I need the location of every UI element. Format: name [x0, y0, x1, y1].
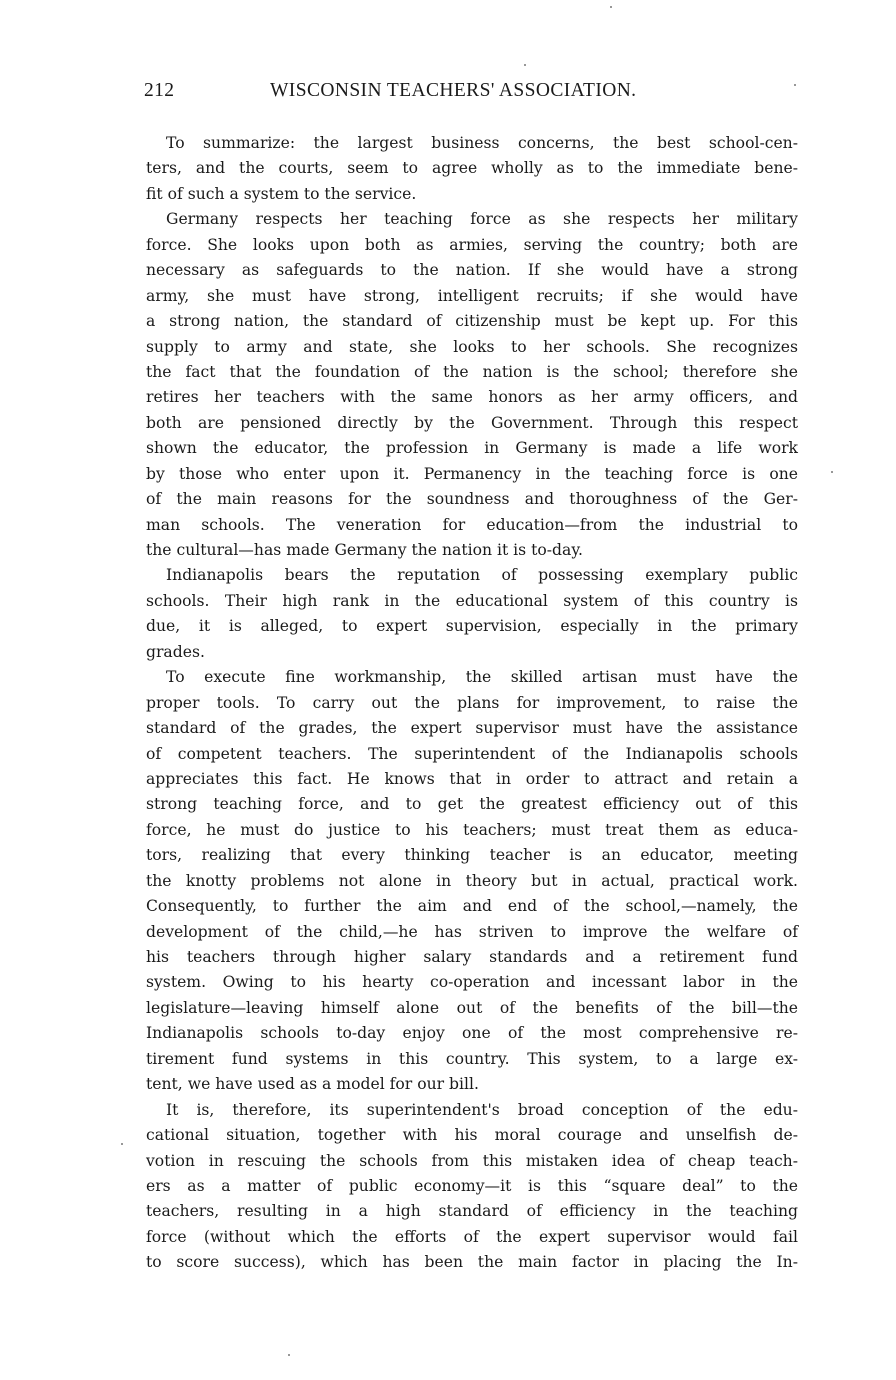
text-line: force. She looks upon both as armies, serving the country; both are	[146, 235, 798, 254]
paragraph	[146, 207, 798, 563]
text-line: supply to army and state, she looks to her schools. She recognizes	[146, 337, 798, 356]
text-line: both are pensioned directly by the Government. Through this respect	[146, 413, 798, 432]
text-line: force, he must do justice to his teachers; must treat them as educa-	[146, 820, 798, 839]
page-number: 212	[144, 80, 175, 101]
text-line: legislature—leaving himself alone out of the benefits of the bill—the	[146, 998, 798, 1017]
scan-speck	[610, 6, 612, 8]
text-line: army, she must have strong, intelligent recruits; if she would have	[146, 286, 798, 305]
text-line: tirement fund systems in this country. This system, to a large ex-	[146, 1049, 798, 1068]
text-line: To execute fine workmanship, the skilled artisan must have the	[166, 668, 798, 687]
text-line: standard of the grades, the expert supervisor must have the assistance	[146, 719, 798, 738]
text-line: ters, and the courts, seem to agree wholly as to the immediate bene-	[146, 159, 798, 178]
text-line: retires her teachers with the same honors as her army officers, and	[146, 388, 798, 407]
text-line: appreciates this fact. He knows that in order to attract and retain a	[146, 769, 798, 788]
text-line: ers as a matter of public economy—it is this “square deal” to the	[146, 1176, 798, 1195]
text-line: by those who enter upon it. Permanency in the teaching force is one	[146, 464, 798, 483]
text-line: due, it is alleged, to expert supervision, especially in the primary	[146, 617, 798, 636]
text-line: necessary as safeguards to the nation. If she would have a strong	[146, 261, 798, 280]
text-line: shown the educator, the profession in Germany is made a life work	[146, 439, 798, 458]
scan-speck	[121, 1143, 123, 1145]
text-line: cational situation, together with his moral courage and unselfish de-	[146, 1126, 798, 1145]
body-text	[146, 131, 798, 1276]
text-line: Consequently, to further the aim and end of the school,—namely, the	[146, 897, 798, 916]
text-line: Indianapolis bears the reputation of possessing exemplary public	[166, 566, 798, 585]
scan-speck	[524, 64, 526, 66]
text-line: the fact that the foundation of the nation is the school; therefore she	[146, 362, 798, 381]
text-line: To summarize: the largest business concerns, the best school-cen-	[166, 134, 798, 152]
text-line: of competent teachers. The superintendent of the Indianapolis schools	[146, 744, 798, 763]
text-line: man schools. The veneration for education—from the industrial to	[146, 515, 798, 534]
scan-speck	[831, 471, 833, 473]
text-line: teachers, resulting in a high standard of efficiency in the teaching	[146, 1202, 798, 1221]
text-line: his teachers through higher salary standards and a retirement fund	[146, 948, 798, 966]
scan-speck	[288, 1354, 290, 1356]
text-line: the cultural—has made Germany the nation it is to-day.	[146, 541, 584, 559]
text-line: Indianapolis schools to-day enjoy one of the most comprehensive re-	[146, 1024, 798, 1043]
text-line: schools. Their high rank in the educational system of this country is	[146, 591, 798, 610]
text-line: force (without which the efforts of the expert supervisor would fail	[146, 1227, 798, 1246]
text-line: development of the child,—he has striven to improve the welfare of	[146, 922, 798, 941]
text-line: a strong nation, the standard of citizenship must be kept up. For this	[146, 312, 798, 331]
text-line: Germany respects her teaching force as she respects her military	[166, 210, 798, 229]
text-line: fit of such a system to the service.	[146, 184, 417, 203]
text-line: to score success), which has been the main factor in placing the In-	[146, 1253, 798, 1272]
running-head	[144, 80, 800, 106]
paragraph	[146, 563, 798, 665]
text-line: It is, therefore, its superintendent's broad conception of the edu-	[166, 1100, 798, 1119]
text-line: strong teaching force, and to get the greatest efficiency out of this	[146, 795, 798, 814]
text-line: votion in rescuing the schools from this mistaken idea of cheap teach-	[146, 1151, 798, 1170]
text-line: tent, we have used as a model for our bill.	[146, 1075, 479, 1094]
journal-title: WISCONSIN TEACHERS' ASSOCIATION.	[270, 80, 637, 101]
paragraph	[146, 665, 798, 1097]
text-line: system. Owing to his hearty co-operation and incessant labor in the	[146, 973, 798, 992]
text-line: tors, realizing that every thinking teacher is an educator, meeting	[146, 846, 798, 865]
text-line: proper tools. To carry out the plans for improvement, to raise the	[146, 693, 798, 712]
text-line: the knotty problems not alone in theory but in actual, practical work.	[146, 871, 798, 890]
paragraph	[146, 131, 798, 207]
scan-speck	[794, 84, 796, 86]
paragraph	[146, 1098, 798, 1276]
text-line: grades.	[146, 642, 205, 661]
text-line: of the main reasons for the soundness and thoroughness of the Ger-	[146, 490, 798, 509]
